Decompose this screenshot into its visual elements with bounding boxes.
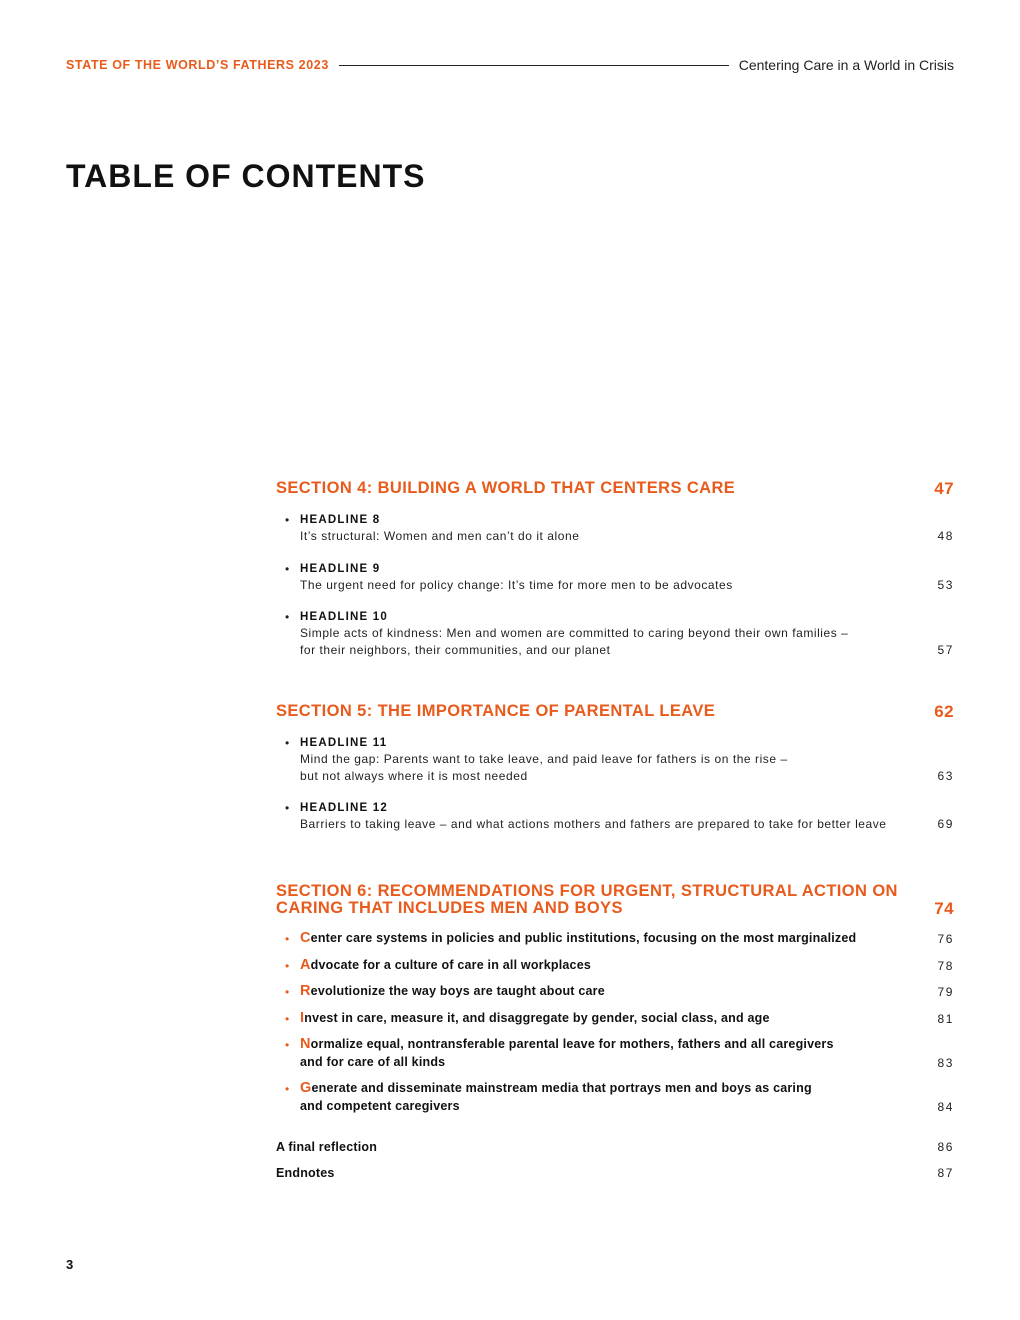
toc-section-4 [276, 480, 954, 674]
endnotes-label: Endnotes [276, 1166, 335, 1181]
recommendation-item[interactable] [276, 957, 954, 975]
recommendation-item[interactable] [276, 983, 954, 1001]
recommendation-item[interactable] [276, 1010, 954, 1028]
headline-page: 57 [937, 642, 954, 657]
acronym-letter: A [300, 956, 311, 973]
endnotes-page: 87 [937, 1166, 954, 1180]
recommendation-text: dvocate for a culture of care in all workplaces [310, 957, 592, 972]
acronym-letter: R [300, 983, 311, 999]
acronym-letter: C [300, 930, 311, 946]
headline-label: HEADLINE 9 [300, 562, 381, 575]
bullet-icon: • [285, 1011, 290, 1026]
recommendation-item[interactable] [276, 1036, 954, 1071]
section-page: 47 [934, 479, 954, 498]
recommendation-item[interactable] [276, 930, 954, 948]
toc-endnotes[interactable] [276, 1165, 954, 1182]
recommendation-page: 79 [937, 985, 954, 999]
recommendation-item[interactable] [276, 1080, 954, 1115]
recommendation-text: nvest in care, measure it, and disaggregate by gender, social class, and age [304, 1010, 770, 1025]
recommendation-page: 84 [937, 1099, 954, 1114]
section-heading[interactable] [276, 480, 954, 497]
headline-label: HEADLINE 10 [300, 611, 388, 623]
recommendation-page: 76 [937, 932, 954, 946]
toc-headline-item[interactable] [276, 735, 954, 784]
toc-headline-item[interactable] [276, 512, 954, 545]
acronym-letter: N [300, 1036, 311, 1052]
bullet-icon: • [285, 513, 290, 527]
publication-name: STATE OF THE WORLD’S FATHERS 2023 [66, 58, 329, 72]
recommendation-page: 78 [937, 958, 954, 973]
section-heading[interactable] [276, 883, 954, 917]
headline-description: Mind the gap: Parents want to take leave, and paid leave for fathers is on the rise – but not always where it is most needed [300, 752, 788, 783]
bullet-icon: • [285, 1082, 290, 1096]
header-rule [339, 65, 729, 66]
recommendation-page: 81 [937, 1011, 954, 1026]
section-page: 74 [934, 899, 954, 918]
recommendation-text: enerate and disseminate mainstream media that portrays men and boys as caring and competent caregivers [300, 1081, 812, 1113]
recommendation-text: enter care systems in policies and public institutions, focusing on the most marginalized [310, 931, 857, 945]
headline-page: 48 [937, 529, 954, 543]
final-reflection-label: A final reflection [276, 1140, 378, 1155]
toc-section-5 [276, 703, 954, 849]
bullet-icon: • [285, 1038, 290, 1052]
page-title: TABLE OF CONTENTS [66, 158, 426, 194]
headline-description: It’s structural: Women and men can’t do it alone [300, 529, 580, 543]
final-reflection-page: 86 [937, 1140, 954, 1154]
section-page: 62 [934, 702, 954, 721]
headline-label: HEADLINE 8 [300, 514, 381, 526]
bullet-icon: • [285, 932, 290, 946]
recommendation-text: evolutionize the way boys are taught about care [310, 984, 605, 998]
toc-headline-item[interactable] [276, 800, 954, 833]
bullet-icon: • [285, 736, 290, 750]
acronym-letter: I [300, 1009, 305, 1026]
headline-page: 63 [937, 768, 954, 783]
bullet-icon: • [285, 958, 290, 973]
bullet-icon: • [285, 561, 290, 576]
headline-label: HEADLINE 12 [300, 802, 388, 814]
section-title: SECTION 4: BUILDING A WORLD THAT CENTERS CARE [276, 479, 736, 497]
acronym-letter: G [300, 1080, 312, 1096]
section-title: SECTION 5: THE IMPORTANCE OF PARENTAL LEAVE [276, 702, 716, 720]
headline-page: 69 [937, 817, 954, 831]
headline-page: 53 [937, 577, 954, 592]
headline-description: Barriers to taking leave – and what actions mothers and fathers are prepared to take for better leave [300, 817, 887, 831]
page-number: 3 [66, 1257, 74, 1272]
toc-headline-item[interactable] [276, 561, 954, 594]
bullet-icon: • [285, 610, 290, 624]
publication-subtitle: Centering Care in a World in Crisis [738, 57, 954, 73]
recommendation-text: ormalize equal, nontransferable parental leave for mothers, fathers and all caregivers and for care of all kinds [300, 1037, 834, 1069]
section-title: SECTION 6: RECOMMENDATIONS FOR URGENT, STRUCTURAL ACTION ON CARING THAT INCLUDES MEN AND BOYS [276, 882, 898, 917]
headline-description: Simple acts of kindness: Men and women are committed to caring beyond their own families – for their neighbors, their communities, and our planet [300, 626, 849, 657]
toc-headline-item[interactable] [276, 609, 954, 658]
bullet-icon: • [285, 985, 290, 999]
headline-label: HEADLINE 11 [300, 737, 388, 749]
bullet-icon: • [285, 801, 290, 815]
toc-final-reflection[interactable] [276, 1139, 954, 1156]
running-header [66, 56, 954, 74]
toc-section-6 [276, 883, 954, 1124]
recommendation-page: 83 [937, 1055, 954, 1070]
headline-description: The urgent need for policy change: It’s time for more men to be advocates [300, 577, 733, 592]
section-heading[interactable] [276, 703, 954, 720]
